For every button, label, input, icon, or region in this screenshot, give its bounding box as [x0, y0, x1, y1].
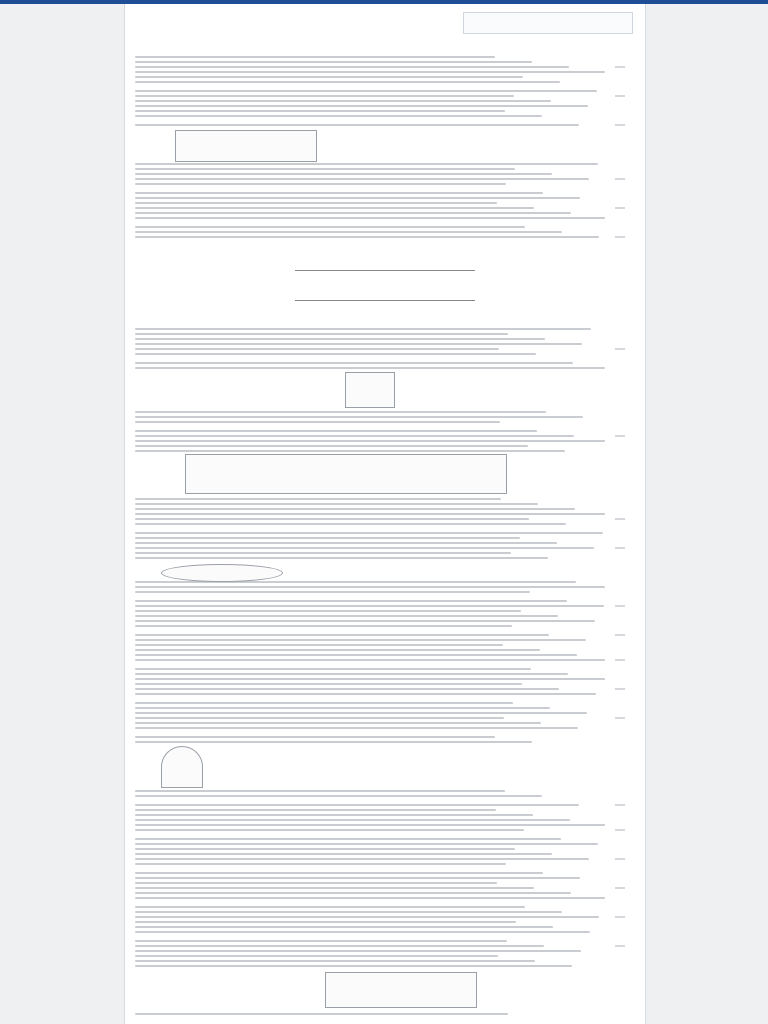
text-line: [135, 945, 544, 947]
mark-indicator: [615, 659, 625, 661]
figure-light-source-diagram: [175, 130, 317, 162]
text-line: [135, 736, 495, 738]
text-line: [135, 707, 550, 709]
text-line: [135, 552, 511, 554]
text-line: [135, 367, 605, 369]
document-body: [135, 56, 633, 1022]
text-line: [135, 610, 521, 612]
text-line: [135, 328, 591, 330]
text-line: [135, 421, 500, 423]
text-line: [135, 829, 524, 831]
text-line: [135, 668, 531, 670]
text-line: [135, 809, 496, 811]
text-line: [135, 445, 528, 447]
text-line: [135, 90, 597, 92]
text-line: [135, 683, 522, 685]
text-line: [135, 450, 565, 452]
mark-indicator: [615, 945, 625, 947]
text-line: [135, 717, 504, 719]
text-line: [135, 906, 525, 908]
figure-orbit-diagram: [161, 564, 283, 582]
text-line: [135, 168, 515, 170]
mark-indicator: [615, 717, 625, 719]
text-line: [135, 348, 499, 350]
mark-indicator: [615, 858, 625, 860]
text-line: [135, 673, 568, 675]
text-line: [135, 231, 562, 233]
text-line: [135, 226, 525, 228]
mark-indicator: [615, 887, 625, 889]
text-line: [135, 600, 567, 602]
text-line: [135, 853, 552, 855]
text-line: [135, 872, 543, 874]
figure-rocket-diagram: [325, 972, 477, 1008]
text-line: [135, 615, 558, 617]
text-line: [135, 940, 507, 942]
text-line: [135, 532, 603, 534]
figure-receiver-diagram: [295, 240, 475, 320]
figure-particle-collision-diagram: [185, 454, 507, 494]
mark-indicator: [615, 829, 625, 831]
text-line: [135, 435, 574, 437]
mark-indicator: [615, 547, 625, 549]
text-line: [135, 508, 575, 510]
text-line: [135, 863, 506, 865]
mark-indicator: [615, 348, 625, 350]
mark-indicator: [615, 518, 625, 520]
text-line: [135, 1013, 508, 1015]
text-line: [135, 858, 589, 860]
document-page: [124, 4, 646, 1024]
text-line: [135, 537, 520, 539]
text-line: [135, 960, 535, 962]
text-line: [135, 338, 545, 340]
text-line: [135, 625, 512, 627]
text-line: [135, 795, 542, 797]
text-line: [135, 197, 580, 199]
text-line: [135, 56, 495, 58]
text-line: [135, 688, 559, 690]
text-line: [135, 518, 529, 520]
text-line: [135, 741, 532, 743]
text-line: [135, 124, 579, 126]
text-line: [135, 66, 569, 68]
text-line: [135, 702, 513, 704]
text-line: [135, 591, 530, 593]
text-line: [135, 639, 586, 641]
text-line: [135, 605, 604, 607]
text-line: [135, 547, 594, 549]
text-line: [135, 882, 497, 884]
text-line: [135, 931, 590, 933]
text-line: [135, 192, 543, 194]
text-line: [135, 100, 551, 102]
text-line: [135, 110, 505, 112]
text-line: [135, 654, 577, 656]
mark-indicator: [615, 916, 625, 918]
text-line: [135, 877, 580, 879]
text-line: [135, 513, 605, 515]
text-line: [135, 892, 571, 894]
text-line: [135, 950, 581, 952]
text-line: [135, 333, 508, 335]
text-line: [135, 955, 498, 957]
text-line: [135, 838, 561, 840]
text-line: [135, 212, 571, 214]
text-line: [135, 542, 557, 544]
text-line: [135, 727, 578, 729]
text-line: [135, 790, 505, 792]
text-line: [135, 911, 562, 913]
text-line: [135, 76, 523, 78]
text-line: [135, 61, 532, 63]
text-line: [135, 498, 501, 500]
text-line: [135, 217, 605, 219]
figure-box-diagram: [345, 372, 395, 408]
text-line: [135, 819, 570, 821]
text-line: [135, 557, 548, 559]
mark-indicator: [615, 124, 625, 126]
mark-indicator: [615, 66, 625, 68]
text-line: [135, 411, 546, 413]
text-line: [135, 416, 583, 418]
text-line: [135, 71, 605, 73]
mark-indicator: [615, 435, 625, 437]
mark-indicator: [615, 804, 625, 806]
text-line: [135, 236, 599, 238]
text-line: [135, 105, 588, 107]
text-line: [135, 693, 596, 695]
text-line: [135, 804, 579, 806]
text-line: [135, 178, 589, 180]
mark-indicator: [615, 236, 625, 238]
text-line: [135, 644, 503, 646]
text-line: [135, 634, 549, 636]
text-line: [135, 503, 538, 505]
text-line: [135, 712, 587, 714]
text-line: [135, 353, 536, 355]
text-line: [135, 183, 506, 185]
text-line: [135, 926, 553, 928]
text-line: [135, 887, 534, 889]
text-line: [135, 916, 599, 918]
mark-indicator: [615, 95, 625, 97]
mark-indicator: [615, 605, 625, 607]
text-line: [135, 814, 533, 816]
mark-indicator: [615, 207, 625, 209]
mark-indicator: [615, 688, 625, 690]
mark-indicator: [615, 178, 625, 180]
text-line: [135, 824, 605, 826]
side-note-box: [463, 12, 633, 34]
text-line: [135, 722, 541, 724]
text-line: [135, 620, 595, 622]
figure-dome-diagram: [161, 746, 203, 788]
text-line: [135, 207, 534, 209]
text-line: [135, 430, 537, 432]
text-line: [135, 659, 605, 661]
text-line: [135, 586, 605, 588]
text-line: [135, 523, 566, 525]
text-line: [135, 440, 605, 442]
text-line: [135, 173, 552, 175]
text-line: [135, 202, 497, 204]
text-line: [135, 649, 540, 651]
text-line: [135, 362, 573, 364]
text-line: [135, 921, 516, 923]
text-line: [135, 848, 515, 850]
text-line: [135, 897, 605, 899]
text-line: [135, 115, 542, 117]
text-line: [135, 95, 514, 97]
marks-column: [615, 56, 629, 1022]
text-line: [135, 678, 605, 680]
text-line: [135, 343, 582, 345]
text-line: [135, 965, 572, 967]
text-line: [135, 163, 598, 165]
text-line: [135, 81, 560, 83]
mark-indicator: [615, 634, 625, 636]
text-line: [135, 843, 598, 845]
